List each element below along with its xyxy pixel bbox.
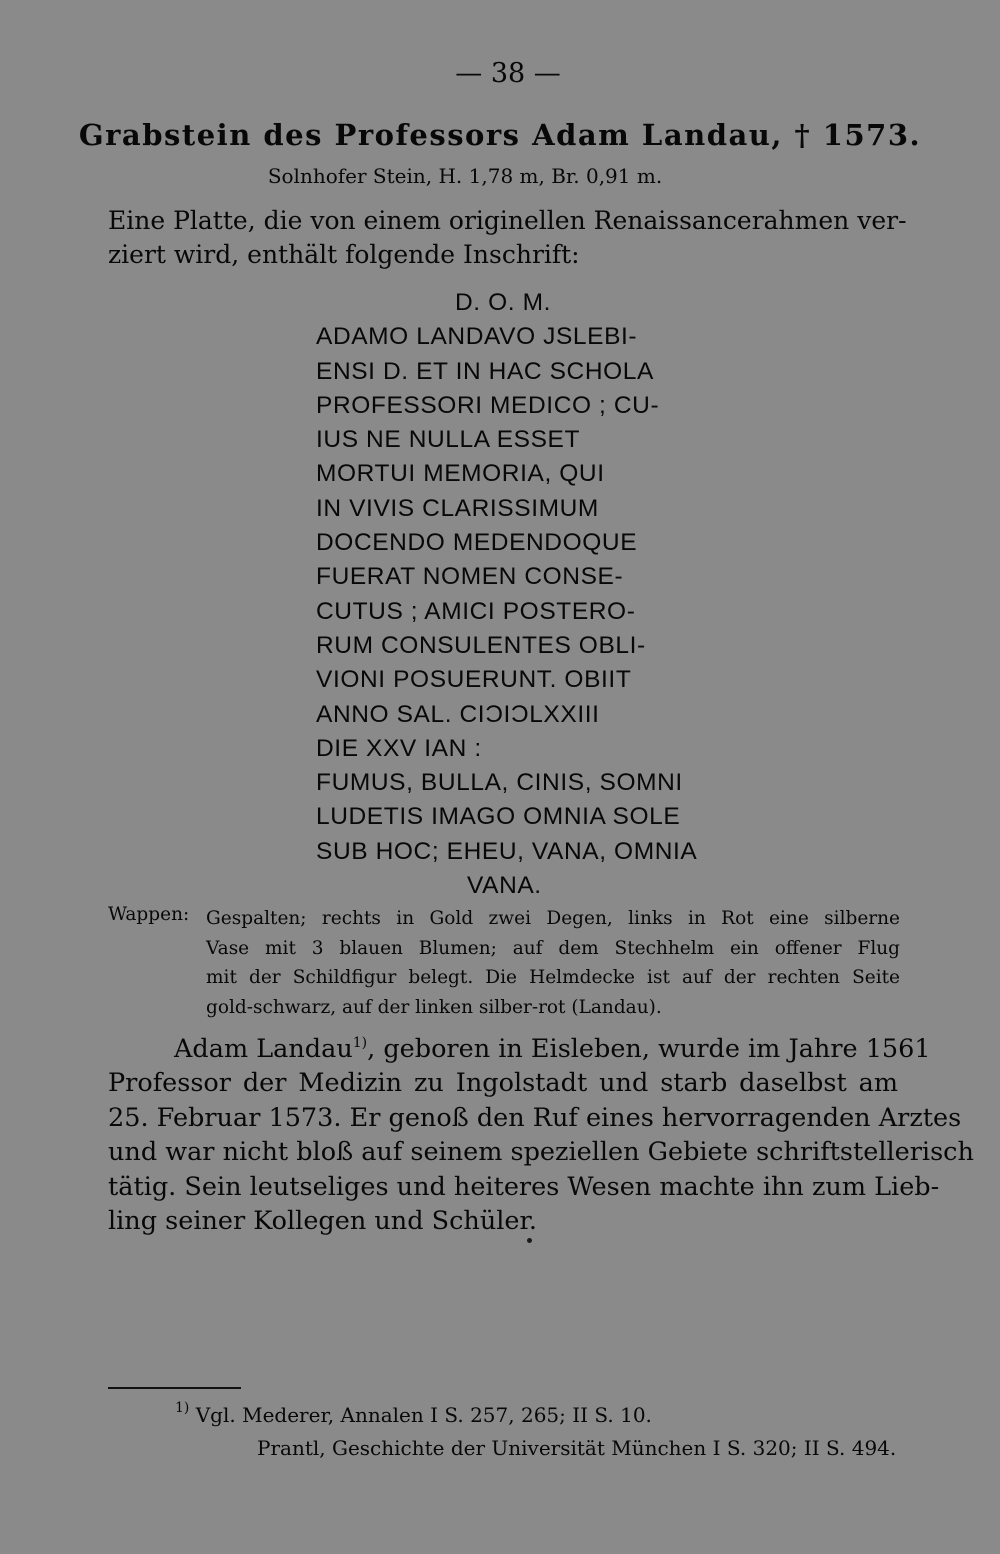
intro-paragraph: [108, 204, 907, 272]
inscription-line: ANNO SAL. CIƆIƆLXXIII: [316, 700, 600, 728]
inscription-line: ENSI D. ET IN HAC SCHOLA: [316, 357, 654, 385]
inscription-line: PROFESSORI MEDICO ; CU-: [316, 391, 660, 419]
wappen-line: Vase mit 3 blauen Blumen; auf dem Stechhelm ein offener Flug: [206, 937, 900, 959]
inscription-line: DOCENDO MEDENDOQUE: [316, 529, 638, 557]
intro-line: ziert wird, enthält folgende Inschrift:: [108, 240, 580, 269]
inscription-line: VANA.: [467, 872, 542, 900]
inscription-line: IUS NE NULLA ESSET: [316, 426, 581, 454]
wappen-text: [206, 904, 900, 1022]
wappen-line: mit der Schildfigur belegt. Die Helmdecke ist auf der rechten Seite: [206, 967, 900, 988]
footnote-line: [175, 1399, 896, 1432]
ink-speck: [527, 1238, 532, 1243]
inscription-line: FUERAT NOMEN CONSE-: [316, 563, 624, 591]
biography-paragraph: [108, 1032, 974, 1238]
biography-line: [108, 1032, 931, 1066]
page-number: — 38 —: [455, 58, 561, 89]
footnotes: [175, 1399, 896, 1465]
biography-name: Adam Landau: [174, 1034, 353, 1064]
footnote-marker: 1): [175, 1400, 190, 1416]
inscription-line: LUDETIS IMAGO OMNIA SOLE: [316, 803, 681, 831]
wappen-label: Wappen:: [108, 904, 190, 925]
inscription-line: SUB HOC; EHEU, VANA, OMNIA: [316, 837, 698, 865]
footnote-divider: [108, 1387, 241, 1389]
inscription-line: MORTUI MEMORIA, QUI: [316, 460, 605, 488]
intro-line: Eine Platte, die von einem originellen Renaissancerahmen ver-: [108, 206, 907, 235]
inscription-line: FUMUS, BULLA, CINIS, SOMNI: [316, 769, 683, 797]
biography-line: ling seiner Kollegen und Schüler.: [108, 1205, 537, 1236]
stone-dimensions: Solnhofer Stein, H. 1,78 m, Br. 0,91 m.: [267, 164, 663, 188]
inscription-line: IN VIVIS CLARISSIMUM: [316, 494, 599, 522]
biography-line: 25. Februar 1573. Er genoß den Ruf eines hervorragenden Arztes: [108, 1102, 962, 1133]
inscription-line: ADAMO LANDAVO JSLEBI-: [316, 323, 638, 351]
inscription-line: RUM CONSULENTES OBLI-: [316, 631, 646, 659]
biography-line: tätig. Sein leutseliges und heiteres Wesen machte ihn zum Lieb-: [108, 1171, 940, 1202]
footnote-reference: 1): [352, 1035, 368, 1051]
footnote-line: Prantl, Geschichte der Universität München I S. 320; II S. 494.: [257, 1436, 897, 1460]
wappen-line: gold-schwarz, auf der linken silber-rot (Landau).: [206, 996, 662, 1018]
biography-line: und war nicht bloß auf seinem speziellen Gebiete schriftstellerisch: [108, 1137, 974, 1168]
biography-line-rest: , geboren in Eisleben, wurde im Jahre 1561: [367, 1034, 931, 1064]
inscription-line: DIE XXV IAN :: [316, 734, 482, 762]
wappen-line: Gespalten; rechts in Gold zwei Degen, links in Rot eine silberne: [206, 908, 900, 929]
inscription-block: [316, 286, 697, 903]
inscription-line: CUTUS ; AMICI POSTERO-: [316, 597, 636, 625]
inscription-line: VIONI POSUERUNT. OBIIT: [316, 666, 632, 694]
biography-line: Professor der Medizin zu Ingolstadt und starb daselbst am: [108, 1068, 898, 1099]
footnote-text: Vgl. Mederer, Annalen I S. 257, 265; II S. 10.: [189, 1403, 652, 1427]
inscription-line: D. O. M.: [455, 289, 551, 316]
page-title: Grabstein des Professors Adam Landau, † 1573.: [78, 118, 922, 152]
